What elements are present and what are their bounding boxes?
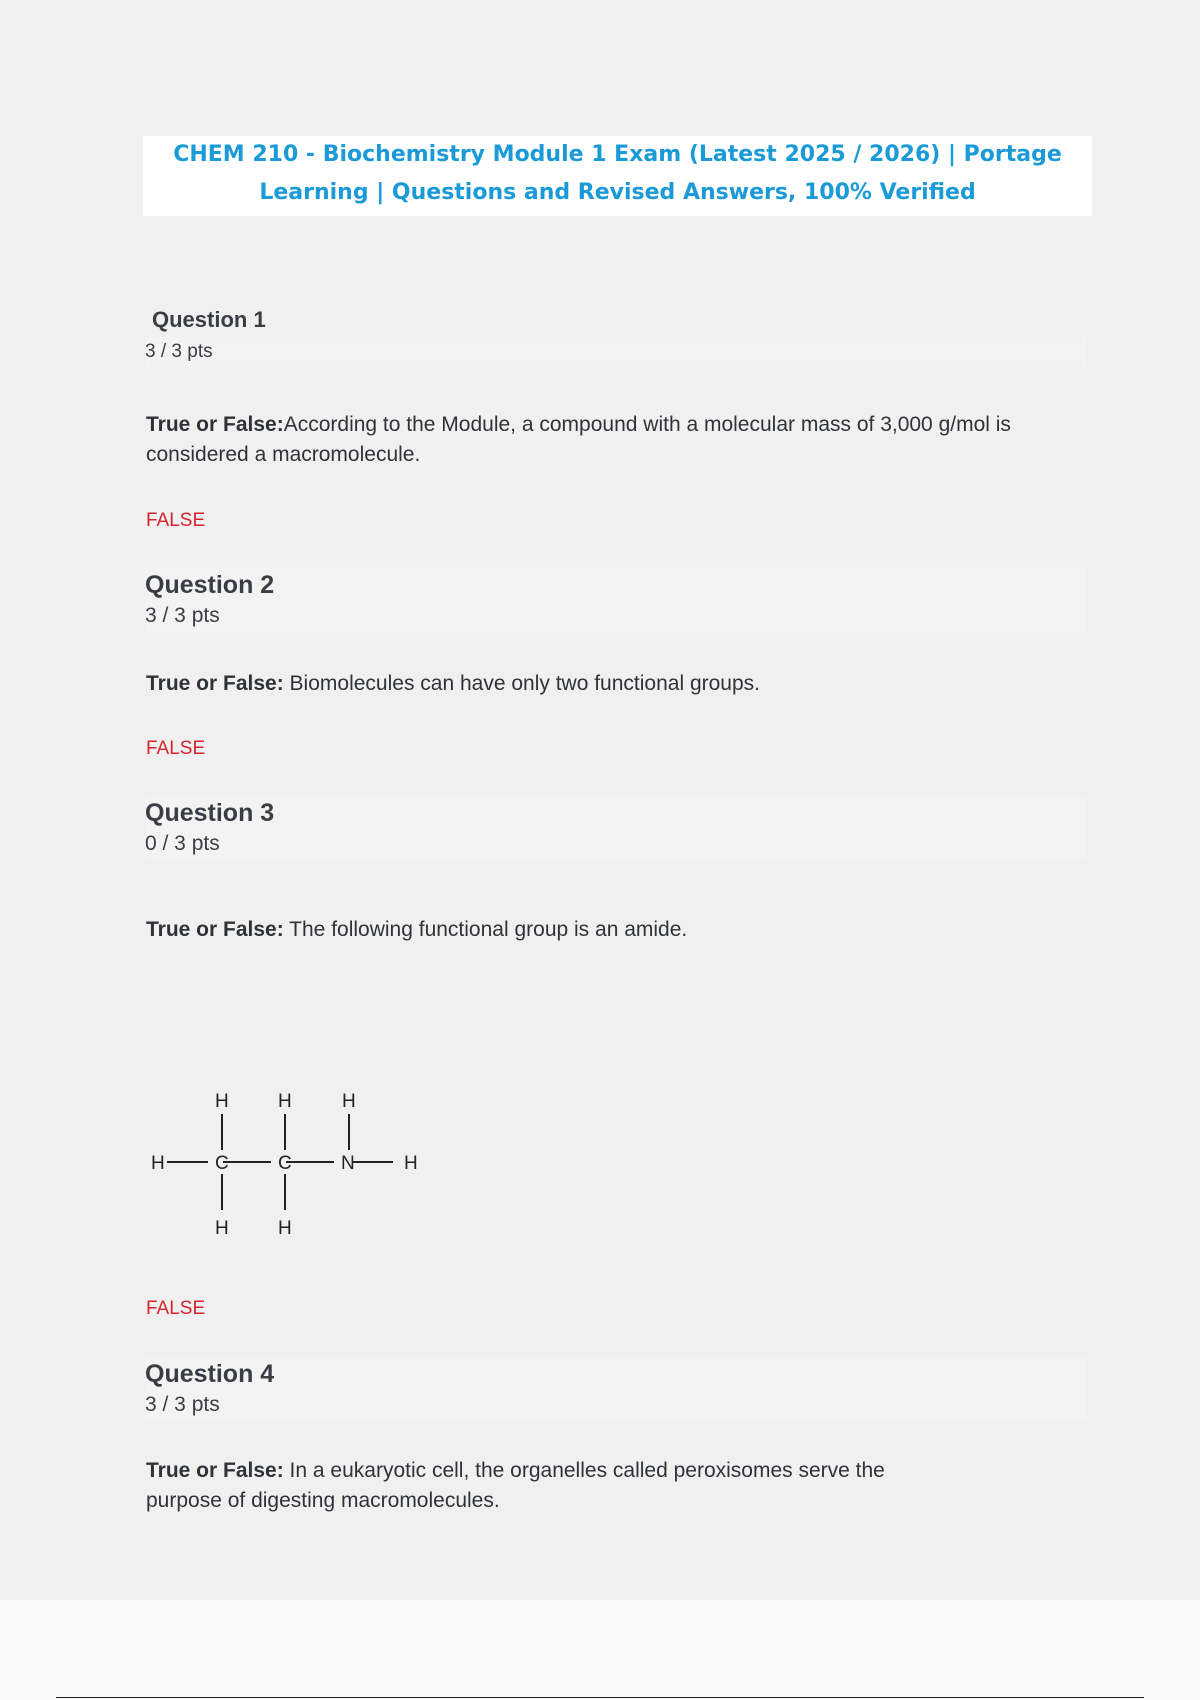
question-2-title: Question 2 — [145, 571, 275, 599]
question-1-prompt — [146, 410, 1096, 470]
question-2-header — [145, 568, 1087, 632]
question-4-header — [145, 1357, 1087, 1421]
question-1-prompt-text: According to the Module, a compound with a molecular mass of 3,000 g/mol is considered a macromolecule. — [146, 413, 1011, 466]
atom-n: N — [341, 1153, 355, 1174]
atom-h: H — [151, 1153, 165, 1174]
question-3-prompt — [146, 915, 1096, 945]
title-line-1: CHEM 210 - Biochemistry Module 1 Exam (Latest 2025 / 2026) | Portage — [173, 142, 1062, 167]
atom-c: C — [278, 1153, 292, 1174]
atom-h: H — [342, 1091, 356, 1112]
question-4-prompt-label: True or False: — [146, 1459, 284, 1482]
question-4-prompt — [146, 1456, 966, 1516]
question-3-prompt-label: True or False: — [146, 918, 284, 941]
question-2-prompt-label: True or False: — [146, 672, 284, 695]
title-line-2: Learning | Questions and Revised Answers, 100% Verified — [259, 180, 976, 205]
question-3-title: Question 3 — [145, 799, 275, 827]
question-4-prompt-text: In a eukaryotic cell, the organelles called peroxisomes serve the purpose of digesting macromolecules. — [146, 1459, 885, 1512]
atom-h: H — [215, 1091, 229, 1112]
question-1-title: Question 1 — [152, 307, 266, 332]
question-2-answer: FALSE — [146, 738, 206, 759]
question-4-title: Question 4 — [145, 1360, 275, 1388]
atom-c: C — [215, 1153, 229, 1174]
question-3-prompt-text: The following functional group is an amide. — [283, 918, 688, 941]
question-4-score: 3 / 3 pts — [145, 1393, 220, 1416]
question-1-score: 3 / 3 pts — [145, 337, 1087, 367]
question-2-prompt — [146, 669, 1096, 699]
atom-h: H — [278, 1091, 292, 1112]
page-bottom-area — [0, 1600, 1200, 1700]
atom-h: H — [278, 1218, 292, 1239]
ethylamine-structure-diagram — [143, 1080, 443, 1240]
question-1-header — [145, 303, 1087, 373]
question-3-header — [145, 796, 1087, 860]
question-1-answer: FALSE — [146, 510, 206, 531]
question-1-prompt-label: True or False: — [146, 413, 284, 436]
atom-h: H — [215, 1218, 229, 1239]
document-title — [143, 136, 1092, 216]
question-3-score: 0 / 3 pts — [145, 832, 220, 855]
footer-divider — [56, 1697, 1144, 1698]
question-2-prompt-text: Biomolecules can have only two functional groups. — [283, 672, 760, 695]
question-3-answer: FALSE — [146, 1298, 206, 1319]
atom-h: H — [404, 1153, 418, 1174]
question-2-score: 3 / 3 pts — [145, 604, 220, 627]
